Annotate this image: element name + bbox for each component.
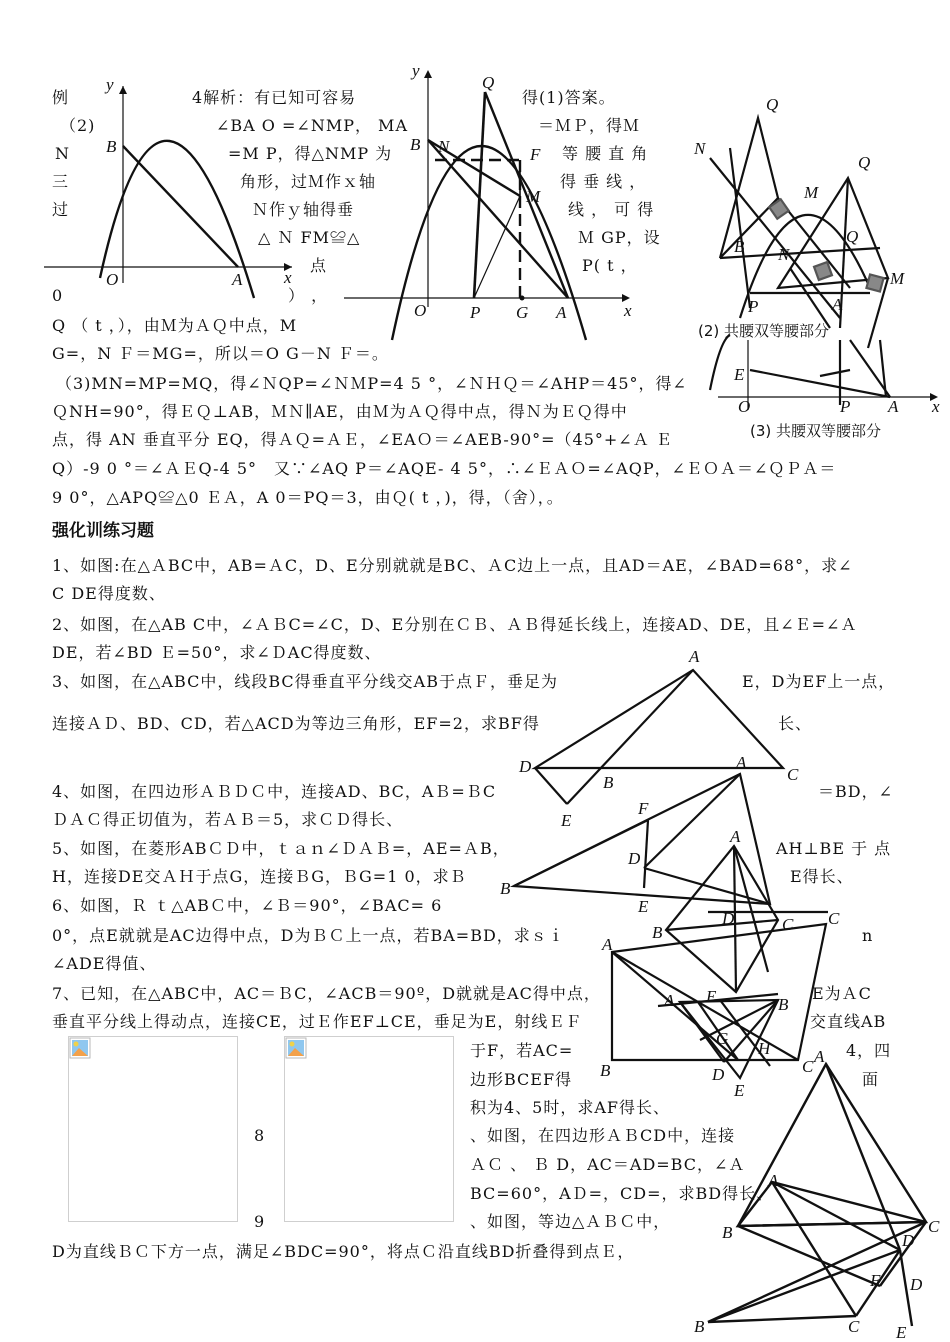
label-H: H <box>758 1039 771 1058</box>
label-E: E <box>734 1081 745 1100</box>
solution-line: 点，得 AN 垂直平分 EQ，得ＡＱ=ＡＥ，∠EAＯ＝∠AEB-90°=（45°+∠Ａ Ｅ <box>52 430 673 449</box>
label-B: B <box>600 1061 611 1080</box>
solution-line: N <box>55 144 70 163</box>
label-B: B <box>734 237 745 256</box>
label-y: y <box>106 75 114 94</box>
exercise-line: H，连接DE交ＡＨ于点G，连接ＢG，ＢG=1 0，求Ｂ <box>52 867 467 886</box>
label-B: B <box>410 135 421 154</box>
solution-line: 等 腰 直 角 <box>562 144 649 163</box>
label-C: C <box>828 909 840 928</box>
label-D: D <box>712 1065 725 1084</box>
exercise-line: 5、如图，在菱形ABＣＤ中，ｔａｎ∠ＤＡＢ=，AE=ＡB， <box>52 839 510 858</box>
solution-line: Q （ t ，），由Ｍ为ＡＱ中点，M <box>52 316 298 335</box>
exercise-line: 3、如图，在△ABC中，线段BC得垂直平分线交AB于点Ｆ，垂足为 <box>52 672 558 691</box>
solution-line: 0 <box>52 286 64 305</box>
label-x: x <box>284 268 292 287</box>
exercise-line: ＡＣ 、 Ｂ D，AC＝AD=BC，∠Ａ <box>470 1155 746 1174</box>
label-A: A <box>232 270 243 289</box>
label-A: A <box>689 647 700 666</box>
solution-line: △ Ｎ FM≌△ <box>258 228 361 247</box>
exercise-line: 长、 <box>778 714 813 733</box>
label-D: D <box>910 1275 923 1294</box>
figure-part3 <box>690 330 945 425</box>
solution-line: ） ， <box>288 286 329 305</box>
exercise-line: BC=60°，AＤ=，CD=，求BD得长、 <box>470 1184 774 1203</box>
label-G: G <box>716 1029 729 1048</box>
label-B: B <box>500 879 511 898</box>
solution-line: 得 垂 线 ， <box>560 172 647 191</box>
caption-part3: (3) 共腰双等腰部分 <box>750 422 882 440</box>
solution-line: Ｎ作ｙ轴得垂 <box>252 200 355 219</box>
label-E: E <box>561 811 572 830</box>
label-A: A <box>736 753 747 772</box>
label-D: D <box>902 1231 915 1250</box>
label-P: P <box>840 397 851 416</box>
exercise-line: AH⊥BE 于 点 <box>776 839 892 858</box>
exercise-line: 积为4、5时，求AF得长、 <box>470 1098 671 1117</box>
label-C: C <box>787 765 799 784</box>
label-Q: Q <box>858 153 871 172</box>
label-D: D <box>519 757 532 776</box>
exercise-line: 7、已知，在△ABC中，AC＝ＢC，∠ACB＝90º，D就就是AC得中点， <box>52 984 601 1003</box>
exercise-line: ∠ADE得值、 <box>52 954 157 973</box>
solution-line: ＱNH=90°，得ＥＱ⊥AB，ＭＮ∥AE，由Ｍ为ＡＱ得中点，得Ｎ为ＥＱ得中 <box>52 402 628 421</box>
exercise-line: 边形BCEF得 <box>470 1070 573 1089</box>
label-x: x <box>624 301 632 320</box>
exercise-line: 、如图，等边△ＡＢＣ中， <box>470 1212 671 1231</box>
label-A: A <box>888 397 899 416</box>
label-B: B <box>652 923 663 942</box>
label-A: A <box>602 935 613 954</box>
label-B: B <box>722 1223 733 1242</box>
solution-line: 三 <box>52 172 70 191</box>
label-C: C <box>928 1217 940 1236</box>
solution-line: 角形，过Ｍ作ｘ轴 <box>240 172 377 191</box>
exercise-line: E为ＡC <box>812 984 872 1003</box>
label-A: A <box>814 1047 825 1066</box>
exercise-line: n <box>862 926 874 945</box>
exercise-line: C DE得度数、 <box>52 584 166 603</box>
figure-problem8-9 <box>690 1047 946 1342</box>
solution-line: ∠BA O =∠NMP， MA <box>216 116 408 135</box>
figure-parabola-2 <box>340 62 640 332</box>
exercise-line: ＝BD，∠ <box>818 782 893 801</box>
label-Q: Q <box>766 95 779 114</box>
label-N: N <box>438 137 450 156</box>
label-E: E <box>706 987 717 1006</box>
label-y: y <box>412 61 420 80</box>
solution-line: Q）-9 0 °＝∠ＡＥQ-4 5° 又∵∠AQ P＝∠AQE- 4 5°，∴∠ＥＡＯ=∠AQP，∠ＥＯＡ＝∠ＱＰＡ＝ <box>52 459 837 478</box>
exercise-line: 6、如图，Ｒ ｔ△ABＣ中，∠Ｂ＝90°，∠BAC= 6 <box>52 896 443 915</box>
exercise-line: DE，若∠BD Ｅ=50°，求∠ＤAC得度数、 <box>52 643 382 662</box>
label-N: N <box>778 245 790 264</box>
solution-line: 线 ， 可 得 <box>568 200 655 219</box>
solution-line: 点 <box>310 256 328 275</box>
section-title: 强化训练习题 <box>52 521 154 541</box>
label-Q: Q <box>846 227 859 246</box>
solution-line: =M P，得△NMP 为 <box>228 144 393 163</box>
label-C: C <box>848 1317 860 1336</box>
exercise-line: D为直线ＢＣ下方一点，满足∠BDC=90°，将点Ｃ沿直线BD折叠得到点Ｅ， <box>52 1242 635 1261</box>
label-A: A <box>768 1171 779 1190</box>
label-D: D <box>722 909 735 928</box>
solution-line: ＝ＭＰ，得Ｍ <box>538 116 641 135</box>
caption-part2: (2) 共腰双等腰部分 <box>698 322 830 340</box>
exercise-line: 于F，若AC= <box>470 1041 574 1060</box>
label-G: G <box>516 303 529 322</box>
label-A: A <box>556 303 567 322</box>
missing-image <box>68 1036 238 1222</box>
label-C: C <box>782 915 794 934</box>
exercise-line: E得长、 <box>790 867 854 886</box>
label-M: M <box>526 187 541 206</box>
solution-line: （3)MN=MP=MQ，得∠ＮQP=∠ＮＭP=4 5 °，∠ＮＨＱ＝∠AHP＝45°，得∠ <box>56 374 687 393</box>
label-C: C <box>802 1057 814 1076</box>
exercise-line: 0°，点E就就是AC边得中点，D为ＢＣ上一点，若BA=BD，求ｓｉ <box>52 926 565 945</box>
label-O: O <box>738 397 751 416</box>
label-F: F <box>870 1271 881 1290</box>
label-A: A <box>832 295 843 314</box>
label-O: O <box>106 270 119 289</box>
label-B: B <box>778 995 789 1014</box>
solution-line: 例 <box>52 88 70 107</box>
exercise-line: ＤＡＣ得正切值为，若ＡＢ＝5，求ＣＤ得长、 <box>52 810 404 829</box>
exercise-line: 连接ＡＤ、BD、CD，若△ACD为等边三角形，EF=2，求BF得 <box>52 714 540 733</box>
label-Q: Q <box>482 73 495 92</box>
figure-parabola-1 <box>40 75 300 298</box>
label-E: E <box>638 897 649 916</box>
label-M: M <box>890 269 905 288</box>
exercise-line: 4、如图，在四边形ＡＢＤＣ中，连接AD、BC，AＢ=ＢC <box>52 782 497 801</box>
label-A: A <box>664 991 675 1010</box>
exercise-line: 垂直平分线上得动点，连接CE，过Ｅ作EF⊥CE，垂足为E，射线ＥＦ <box>52 1012 583 1031</box>
exercise-line: 1、如图:在△ＡBC中，AB=ＡC，D、E分别就就是BC、ＡC边上一点，且AD＝AE，∠BAD=68°，求∠ <box>52 556 853 575</box>
label-B: B <box>694 1317 705 1336</box>
solution-line: 过 <box>52 200 70 219</box>
broken-image-icon <box>69 1037 91 1059</box>
label-E: E <box>734 365 745 384</box>
label-D: D <box>628 849 641 868</box>
label-O: O <box>414 301 427 320</box>
solution-line: 4解析：有已知可容易 <box>192 88 357 107</box>
label-B: B <box>603 773 614 792</box>
exercise-line: 面 <box>862 1070 880 1089</box>
broken-image-icon <box>285 1037 307 1059</box>
exercise-line: 、如图，在四边形ＡＢCD中，连接 <box>470 1126 736 1145</box>
problem-number-9: 9 <box>254 1212 265 1231</box>
label-P: P <box>748 297 759 316</box>
label-x: x <box>932 397 940 416</box>
solution-line: P( t ， <box>582 256 638 275</box>
exercise-line: E，D为EF上一点， <box>742 672 896 691</box>
exercise-line: 4，四 <box>846 1041 892 1060</box>
solution-line: 9 0°，△APQ≌△0 ＥＡ，A 0＝PQ＝3，由Ｑ( t ，)，得，（舍），。 <box>52 488 564 507</box>
label-B: B <box>106 137 117 156</box>
label-F: F <box>530 145 541 164</box>
problem-number-8: 8 <box>254 1126 265 1145</box>
label-N: N <box>694 139 706 158</box>
label-A: A <box>730 827 741 846</box>
label-F: F <box>638 799 649 818</box>
exercise-line: 交直线AB <box>810 1012 887 1031</box>
solution-line: 得(1)答案。 <box>522 88 616 107</box>
solution-line: （2) <box>60 116 96 135</box>
solution-line: G=，N Ｆ＝MG=，所以＝O G－N Ｆ＝。 <box>52 344 389 363</box>
label-M: M <box>804 183 819 202</box>
label-E: E <box>896 1323 907 1342</box>
solution-line: Ｍ GP，设 <box>578 228 661 247</box>
exercise-line: 2、如图，在△AB C中，∠ＡＢC=∠C，D、E分别在ＣＢ、ＡＢ得延长线上，连接AD、DE，且∠Ｅ=∠Ａ <box>52 615 858 634</box>
label-P: P <box>470 303 481 322</box>
missing-image <box>284 1036 454 1222</box>
